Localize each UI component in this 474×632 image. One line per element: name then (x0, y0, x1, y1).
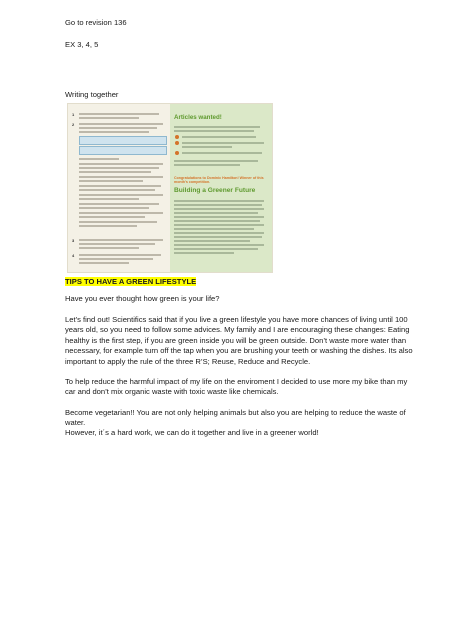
article-title (65, 277, 196, 287)
article-column (170, 104, 272, 272)
section-heading: Writing together (65, 90, 119, 99)
textbook-page-image (67, 103, 273, 273)
exercise-reference: EX 3, 4, 5 (65, 40, 99, 49)
competition-caption: Congratulations to Dominic Hamilton! Winner of this month's competition. (174, 176, 264, 185)
article-paragraph-3: Become vegetarian!! You are not only helping animals but also you are helping to reduce the waste of water. (65, 408, 406, 428)
article-sample-title: Building a Greener Future (174, 187, 256, 194)
article-paragraph-2: To help reduce the harmful impact of my life on the enviroment I decided to use more my bike than my car and don’t mix organic waste with toxic waste like chemicals. (65, 377, 408, 397)
highlighted-title: TIPS TO HAVE A GREEN LIFESTYLE (65, 277, 197, 286)
revision-reference: Go to revision 136 (65, 18, 127, 27)
article-paragraph-4: However, it´s a hard work, we can do it together and live in a greener world! (65, 428, 319, 437)
article-question: Have you ever thought how green is your life? (65, 294, 220, 303)
articles-wanted-title: Articles wanted! (174, 114, 222, 121)
article-paragraph-1: Let’s find out! Scientifics said that if you live a green lifestyle you have more chances of living until 100 years old, so you need to follow some advices. My family and I are encouraging these changes: Eating healthy is the first step, if you are green inside you will be green outside. Don’t waste more water than necessary, for example turn off the tap when you are brushing your teeth or washing the dishes. Its also important to apply the rule of the three R’S; Reuse, Reduce and Recycle. (65, 315, 413, 366)
exercise-column: 1 2 3 4 (72, 110, 166, 266)
